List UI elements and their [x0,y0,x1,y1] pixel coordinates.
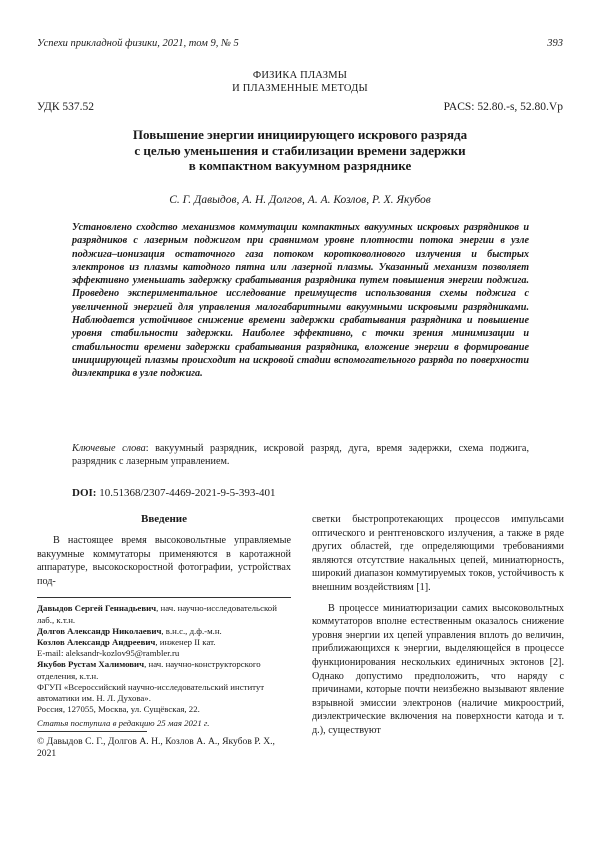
doi-label: DOI: [72,487,97,499]
intro-paragraph-left: В настоящее время высоковольтные управляемые вакуумные коммутаторы применяются в каротажной аппаратуре, высокоскоростной фотографии, устройствах под- [37,535,291,587]
authors: С. Г. Давыдов, А. Н. Долгов, А. А. Козлов, Р. Х. Якубов [169,194,431,206]
keywords-label: Ключевые слова [72,443,146,454]
pacs-code: PACS: 52.80.-s, 52.80.Vp [443,101,563,113]
paragraph-gap [312,595,564,602]
author-2-name: Долгов Александр Николаевич [37,625,162,636]
copyright: © Давыдов С. Г., Долгов А. Н., Козлов А. А., Якубов Р. Х., 2021 [37,736,275,760]
affiliation-4 [37,659,291,681]
doi [72,487,276,499]
author-3-info: , инженер II кат. [155,636,216,647]
abstract: Установлено сходство механизмов коммутации компактных вакуумных искровых разрядников и разрядников с лазерным поджигом при сравнимом уровне плотности потока энергии в узле поджига–ионизация остаточного газа потоком коротковолнового излучения и быстрых электронов из плазмы катодного пятна или лазерной плазмы. Указанный механизм позволяет эффективно уменьшать задержку срабатывания разрядника путем повышения энергии поджига. Проведено экспериментальное исследование преимуществ использования схемы поджига с увеличенной энергией для управления малогабаритными вакуумными искровыми разрядниками. Наблюдается устойчивое снижение времени задержки срабатывания разрядника и повышение уровня стабильности задержки. Наиболее эффективно, с точки зрения минимизации и стабильности времени задержки срабатывания разрядника, вложение энергии в формирование инициирующей плазмы происходит на искровой стадии вспомогательного разряда по поверхности диэлектрика в узле поджига. [72,222,529,380]
copyright-divider [37,731,147,732]
doi-link[interactable]: 10.51368/2307-4469-2021-9-5-393-401 [96,487,276,499]
affiliation-3 [37,637,291,648]
intro-heading: Введение [140,513,188,525]
intro-paragraph-right-1: светки быстропротекающих процессов импульсами оптического и рентгеновского излучения, а также в ряде других областей, где определяющими требованиями являются отсутствие накальных цепей, миниатюрность, широкий диапазон коммутируемых токов, устойчивость к внешним воздействиям [1]. [312,514,564,593]
author-1-name: Давыдов Сергей Геннадьевич [37,603,157,614]
author-4-info: , нач. научно-конструкторского отделения, к.т.н. [37,659,261,681]
page-number: 393 [547,38,563,49]
author-4-name: Якубов Рустам Халимович [37,659,145,670]
affiliation-2 [37,626,291,637]
right-column [312,513,564,738]
title-line-1: Повышение энергии инициирующего искрового разряда [132,127,468,142]
left-column [37,513,291,760]
keywords-text: : вакуумный разрядник, искровой разряд, дуга, время задержки, схема поджига, разрядник с лазерным управлением. [72,443,529,468]
footnote-divider [37,597,291,598]
section-heading [0,70,600,95]
intro-paragraph-right-2: В процессе миниатюризации самих высоковольтных коммутаторов вполне естественным оказалось снижение уровня энергии их цепей управления вплоть до величин, приближающихся к энергии, выделяющейся в процессе функционирования нескольких единичных эктонов [2]. Однако допустимо предположить, что наряду с причинами, которые почти неизбежно вызывают явление взрывной эмиссии электронов (наличие микроострий, диэлектрические включения на поверхности катода и т. д.), существуют [312,602,564,736]
affiliations [37,603,291,715]
affiliation-1 [37,603,291,625]
article-title [80,127,520,174]
section-line-1: ФИЗИКА ПЛАЗМЫ [252,70,348,81]
author-3-name: Козлов Александр Андреевич [37,636,156,647]
organization: ФГУП «Всероссийский научно-исследовательский институт автоматики им. Н. Л. Духова». [37,681,265,703]
contact-email[interactable]: E-mail: aleksandr-kozlov95@rambler.ru [37,648,180,659]
keywords [72,442,529,469]
author-1-info: , нач. научно-исследовательской лаб., к.т.н. [37,603,277,625]
author-2-info: , в.н.с., д.ф.-м.н. [161,625,222,636]
udk-code: УДК 537.52 [37,101,94,113]
title-line-3: в компактном вакуумном разряднике [188,158,412,173]
received-date: Статья поступила в редакцию 25 мая 2021 г. [37,718,210,729]
journal-header: Успехи прикладной физики, 2021, том 9, № 5 [37,38,239,49]
address: Россия, 127055, Москва, ул. Сущёвская, 22. [37,704,200,715]
section-line-2: И ПЛАЗМЕННЫЕ МЕТОДЫ [232,82,368,94]
title-line-2: с целью уменьшения и стабилизации времени задержки [134,142,466,158]
